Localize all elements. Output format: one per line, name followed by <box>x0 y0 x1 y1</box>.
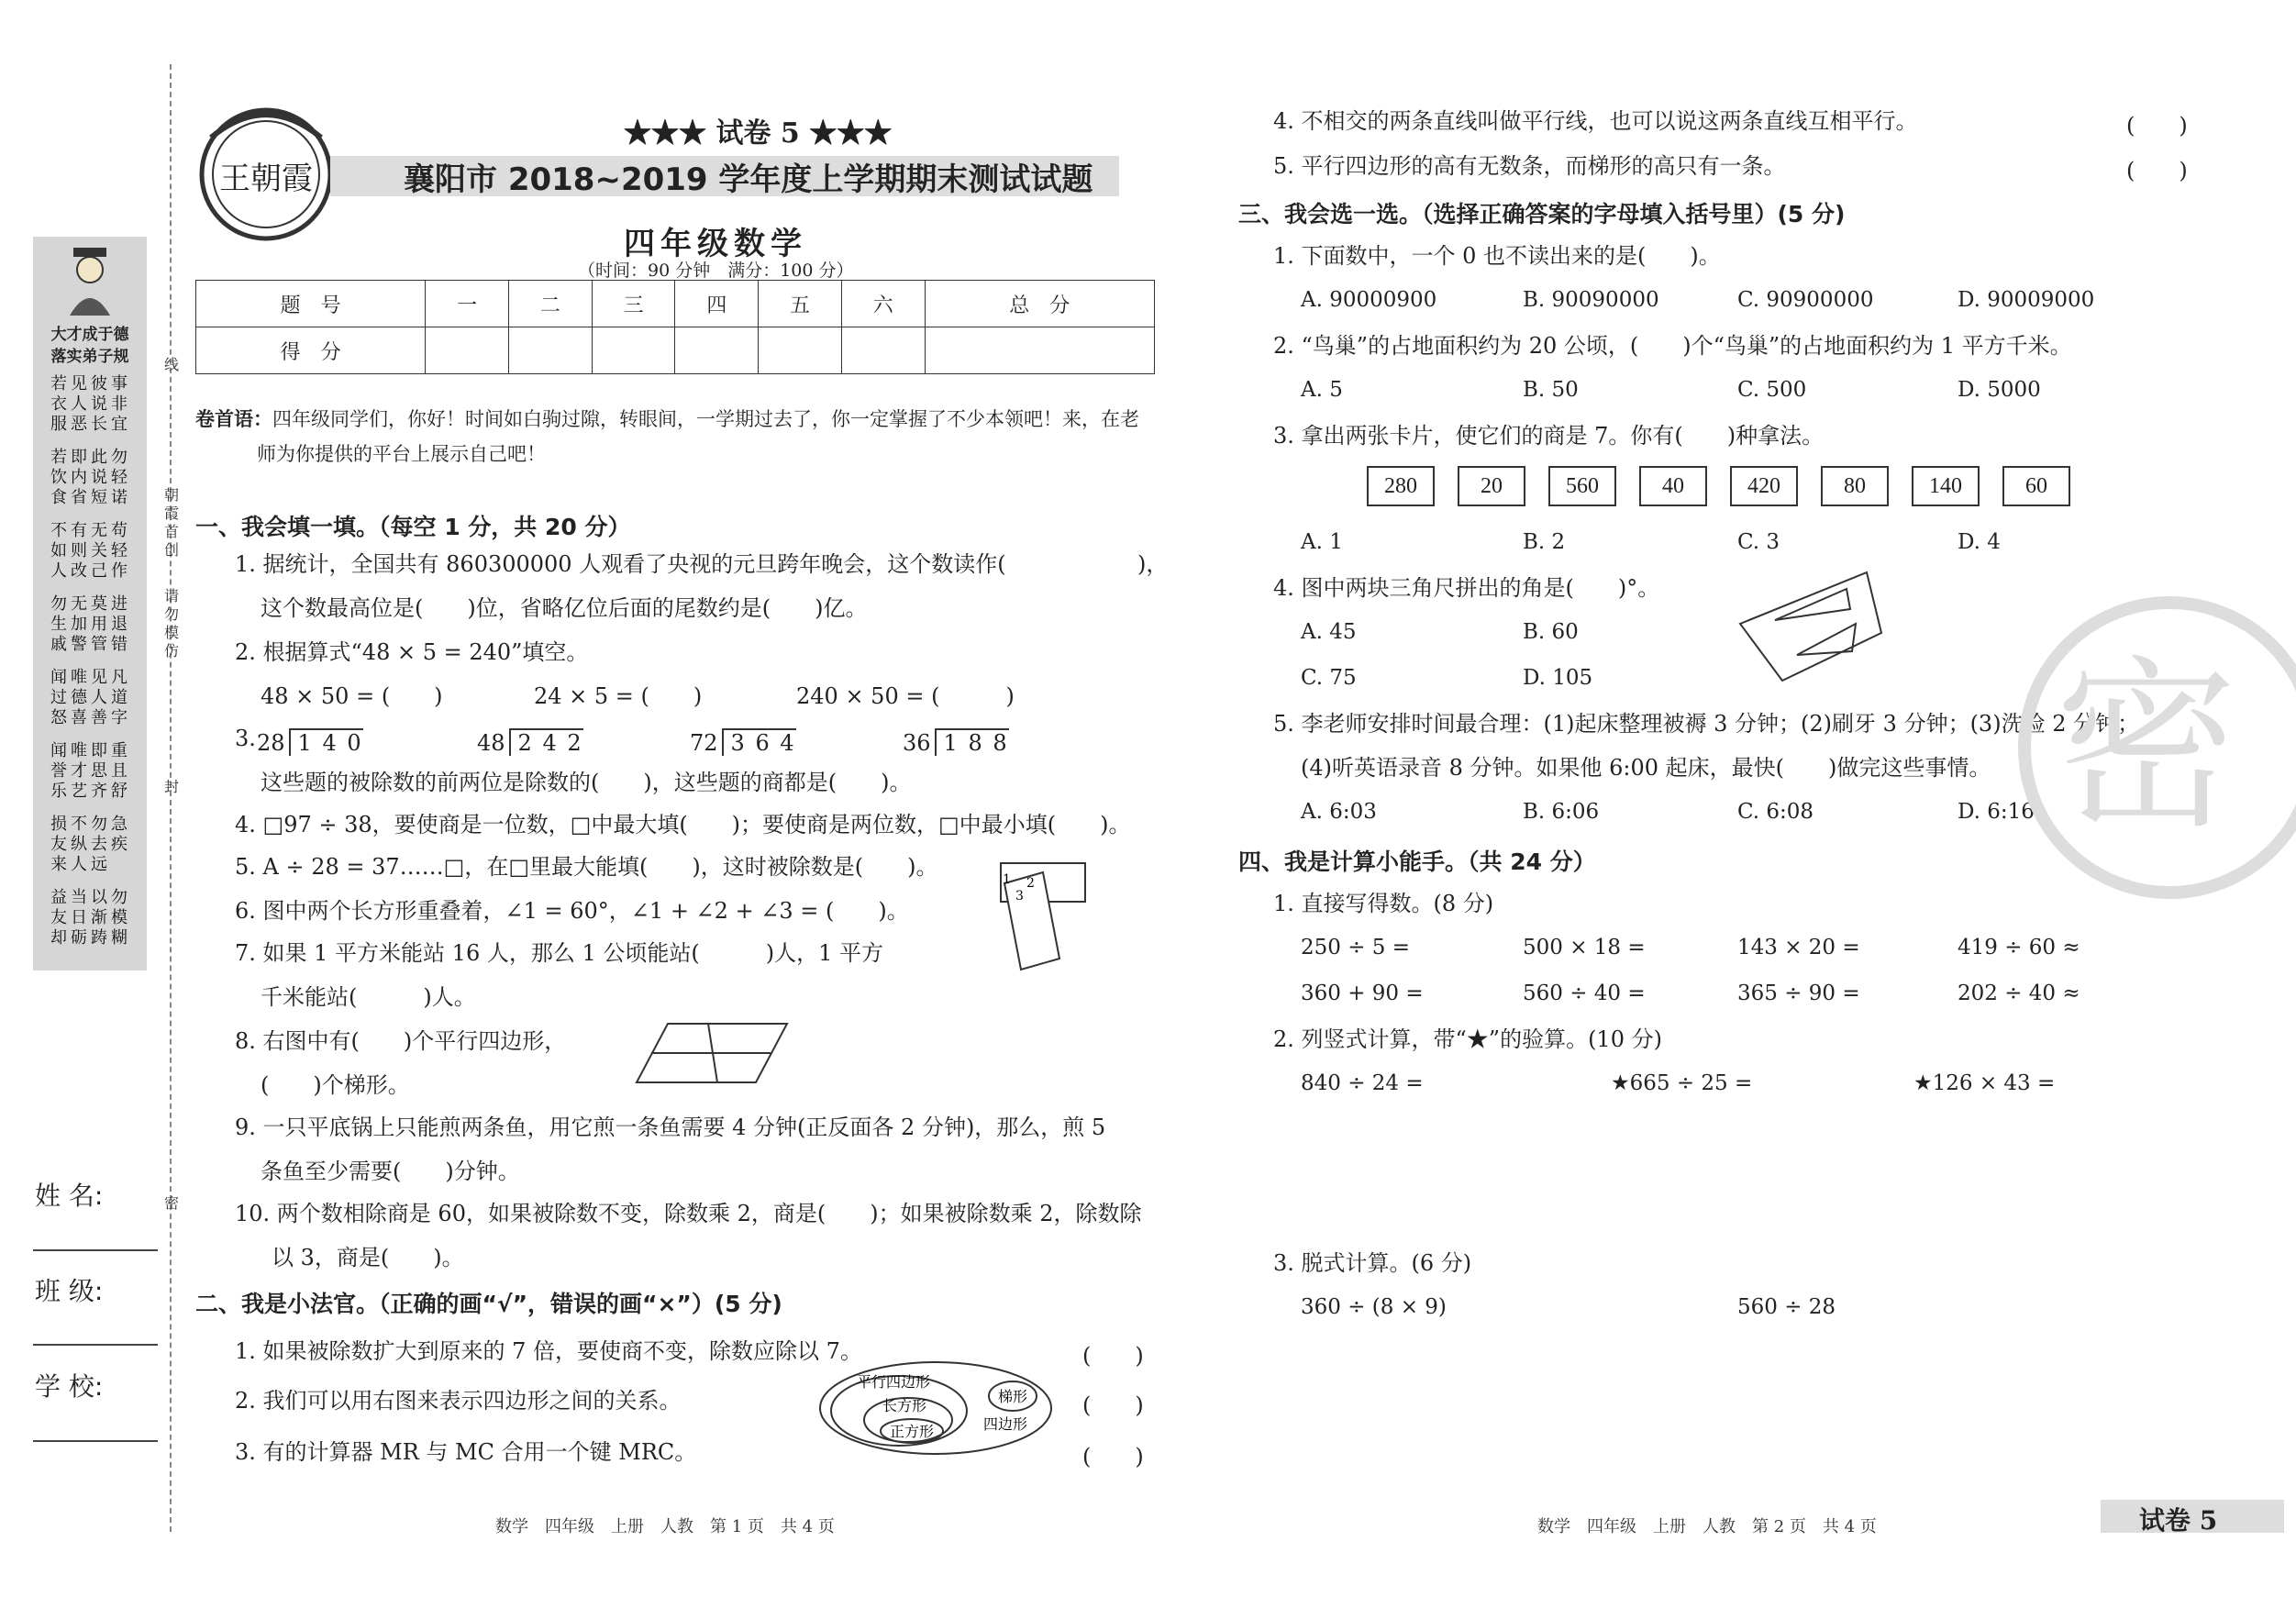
section-1-title: 一、我会填一填。（每空 1 分，共 20 分） <box>195 514 631 540</box>
binding-label-seal: 封 <box>163 778 179 795</box>
long-division-row <box>257 730 1082 767</box>
s2-q1-answer[interactable]: ( ) <box>1082 1343 1144 1369</box>
quadrilateral-venn-diagram <box>816 1359 1055 1457</box>
footer-right: 数学 四年级 上册 人教 第 2 页 共 4 页 <box>1537 1517 1877 1536</box>
score-row <box>196 327 1155 374</box>
s3-q5-opt-c[interactable]: C. 6:08 <box>1737 800 1814 824</box>
score-header-cell: 二 <box>509 281 593 327</box>
section-3-title: 三、我会选一选。（选择正确答案的字母填入括号里）(5 分) <box>1238 201 1846 227</box>
proverb-column: 若饮食 <box>50 448 67 507</box>
s2-q3-answer[interactable]: ( ) <box>1082 1444 1144 1469</box>
proverb-column: 勿模糊 <box>111 888 128 948</box>
s1-q1: 1. 据统计，全国共有 860300000 人观看了央视的元旦跨年晚会，这个数读作( <box>235 551 1006 577</box>
s2-q4: 4. 不相交的两条直线叫做平行线，也可以说这两条直线互相平行。 <box>1273 108 1918 134</box>
s3-q4: 4. 图中两块三角尺拼出的角是( )°。 <box>1273 575 1660 601</box>
s4-q1: 1. 直接写得数。(8 分) <box>1273 891 1494 916</box>
proverb-column: 急疾 <box>111 815 128 854</box>
motto-line-2: 落实弟子规 <box>50 348 129 366</box>
s1-q10-b: 以 3，商是( )。 <box>272 1245 464 1270</box>
proverb-column: 当日砺 <box>71 888 87 948</box>
divisor: 72 <box>690 730 718 756</box>
s3-q5: 5. 李老师安排时间最合理：(1)起床整理被褥 3 分钟；(2)刷牙 3 分钟；(3)洗脸 2 分钟； <box>1273 711 2140 737</box>
s1-q3-num: 3. <box>235 726 256 751</box>
s3-q2-opt-d[interactable]: D. 5000 <box>1958 378 2041 402</box>
vertical-note-2: 请勿模仿 <box>163 587 179 660</box>
proverb-column: 莫用管 <box>91 594 107 654</box>
calc-item: 360 + 90 = <box>1301 981 1424 1005</box>
name-label: 姓 名: <box>35 1181 104 1211</box>
score-cell[interactable] <box>759 327 842 374</box>
score-header-cell: 总 分 <box>925 281 1154 327</box>
s2-q2: 2. 我们可以用右图来表示四边形之间的关系。 <box>235 1388 682 1414</box>
binding-label-secret: 密 <box>163 1194 179 1212</box>
score-cell[interactable] <box>426 327 509 374</box>
set-squares-figure <box>1738 567 1885 686</box>
proverb-column: 唯德喜 <box>71 668 87 727</box>
angle-label: 3 <box>1015 889 1024 904</box>
exam-title: 襄阳市 2018~2019 学年度上学期期末测试试题 <box>404 161 1093 198</box>
score-cell[interactable] <box>675 327 759 374</box>
proverb-column: 见人善 <box>91 668 107 727</box>
s3-q4-opt-d[interactable]: D. 105 <box>1523 666 1593 690</box>
s3-q2-opt-a[interactable]: A. 5 <box>1301 378 1343 402</box>
s1-q6: 6. 图中两个长方形重叠着，∠1 = 60°，∠1 + ∠2 + ∠3 = ( )。 <box>235 898 909 924</box>
proverb-column: 闻誉乐 <box>50 741 67 801</box>
calc-item: 250 ÷ 5 = <box>1301 936 1411 959</box>
long-division-item <box>477 730 583 756</box>
venn-quadrilateral: 四边形 <box>983 1415 1028 1433</box>
subject-title: 四年级数学 <box>624 226 807 262</box>
venn-rectangle: 长方形 <box>882 1397 927 1414</box>
parallelogram-figure <box>635 1020 791 1086</box>
s4-q3: 3. 脱式计算。(6 分) <box>1273 1250 1472 1276</box>
score-cell[interactable] <box>841 327 925 374</box>
proverb-column: 唯才艺 <box>71 741 87 801</box>
s3-q5-opt-b[interactable]: B. 6:06 <box>1523 800 1600 824</box>
angle-label: 2 <box>1026 876 1035 891</box>
proverb-column: 损友来 <box>50 815 67 874</box>
scholar-figure-icon <box>61 244 119 317</box>
s1-q2-item-2: 24 × 5 = ( ) <box>534 683 703 709</box>
proverb-column: 有则改 <box>71 521 87 581</box>
s2-q5-answer[interactable]: ( ) <box>2126 158 2188 183</box>
name-line[interactable] <box>33 1249 158 1251</box>
s4-q2: 2. 列竖式计算，带“★”的验算。(10 分) <box>1273 1026 1662 1052</box>
proverb-column: 勿生戚 <box>50 594 67 654</box>
s1-q7: 7. 如果 1 平方米能站 16 人，那么 1 公顷能站( )人，1 平方 <box>235 940 884 966</box>
s3-q1: 1. 下面数中，一个 0 也不读出来的是( )。 <box>1273 243 1721 269</box>
venn-parallelogram: 平行四边形 <box>857 1373 931 1391</box>
s3-q4-opt-c[interactable]: C. 75 <box>1301 666 1357 690</box>
score-header-cell: 五 <box>759 281 842 327</box>
dividend: 1 8 8 <box>935 728 1009 756</box>
score-header-label: 题 号 <box>196 281 426 327</box>
proverb-column: 重且舒 <box>111 741 128 801</box>
vertical-calc-item: ★126 × 43 = <box>1913 1071 2056 1095</box>
number-card[interactable]: 280 <box>1367 466 1435 506</box>
s1-q10: 10. 两个数相除商是 60，如果被除数不变，除数乘 2，商是( )；如果被除数乘 2，除数除 <box>235 1201 1142 1226</box>
proverb-column: 若衣服 <box>50 374 67 434</box>
s3-q4-opt-a[interactable]: A. 45 <box>1301 620 1357 644</box>
proverb-column: 不如人 <box>50 521 67 581</box>
venn-square: 正方形 <box>890 1423 935 1440</box>
proverb-list <box>33 374 147 970</box>
motto-line-1: 大才成于德 <box>50 326 129 344</box>
score-table <box>195 280 1155 374</box>
dividend: 2 4 2 <box>509 728 583 756</box>
divisor: 36 <box>903 730 931 756</box>
stepwise-calc-item: 360 ÷ (8 × 9) <box>1301 1295 1447 1319</box>
binding-label-line: 线 <box>163 356 179 373</box>
proverb-column: 无加警 <box>71 594 87 654</box>
s3-q1-opt-a[interactable]: A. 90000900 <box>1301 288 1437 312</box>
score-cell[interactable] <box>925 327 1154 374</box>
school-line[interactable] <box>33 1440 158 1442</box>
score-header-cell: 一 <box>426 281 509 327</box>
s1-q9-b: 条鱼至少需要( )分钟。 <box>261 1159 520 1184</box>
s3-q5-opt-d[interactable]: D. 6:16 <box>1958 800 2035 824</box>
proverb-column: 苟轻作 <box>111 521 128 581</box>
score-header-cell: 六 <box>841 281 925 327</box>
s3-q3: 3. 拿出两张卡片，使它们的商是 7。你有( )种拿法。 <box>1273 423 1825 449</box>
s2-q3: 3. 有的计算器 MR 与 MC 合用一个键 MRC。 <box>235 1439 697 1465</box>
preface: 卷首语：四年级同学们，你好！时间如白驹过隙，转眼间，一学期过去了，你一定掌握了不少本领吧！来，在老 <box>195 407 1139 430</box>
calc-item: 560 ÷ 40 = <box>1523 981 1646 1005</box>
divisor: 28 <box>257 730 285 756</box>
score-cell[interactable] <box>592 327 675 374</box>
sidebar-motto-panel <box>33 237 147 970</box>
number-card[interactable]: 560 <box>1548 466 1616 506</box>
s1-q1-b: 这个数最高位是( )位，省略亿位后面的尾数约是( )亿。 <box>261 595 868 621</box>
s1-q1-paren: )， <box>1137 551 1169 577</box>
s3-q4-opt-b[interactable]: B. 60 <box>1523 620 1579 644</box>
s1-q2-item-1: 48 × 50 = ( ) <box>261 683 443 709</box>
time-info: （时间：90 分钟 满分：100 分） <box>578 261 854 281</box>
proverb-column: 勿去远 <box>91 815 107 874</box>
paper-series: ★★★ 试卷 5 ★★★ <box>624 117 893 150</box>
long-division-item <box>257 730 363 756</box>
proverb-column: 不纵人 <box>71 815 87 874</box>
vertical-calc-item: 840 ÷ 24 = <box>1301 1071 1424 1095</box>
s3-q3-opt-a[interactable]: A. 1 <box>1301 530 1343 554</box>
proverb-column: 无关己 <box>91 521 107 581</box>
s2-q4-answer[interactable]: ( ) <box>2126 113 2188 139</box>
proverb-column: 进退错 <box>111 594 128 654</box>
proverb-column: 闻过怒 <box>50 668 67 727</box>
dividend: 3 6 4 <box>722 728 796 756</box>
s1-q8: 8. 右图中有( )个平行四边形， <box>235 1028 567 1054</box>
score-header-cell: 四 <box>675 281 759 327</box>
long-division-item <box>903 730 1009 756</box>
stepwise-calc-item: 560 ÷ 28 <box>1737 1295 1836 1319</box>
calc-item: 202 ÷ 40 ≈ <box>1958 981 2080 1005</box>
s3-q1-opt-c[interactable]: C. 90900000 <box>1737 288 1874 312</box>
vertical-note-1: 朝霞首创 <box>163 486 179 559</box>
score-label: 得 分 <box>196 327 426 374</box>
long-division-item <box>690 730 796 756</box>
proverb-column: 事非宜 <box>111 374 128 434</box>
s3-q5-opt-a[interactable]: A. 6:03 <box>1301 800 1377 824</box>
vertical-calc-item: ★665 ÷ 25 = <box>1611 1071 1753 1095</box>
binding-dashed-line <box>170 64 172 1532</box>
class-line[interactable] <box>33 1344 158 1346</box>
section-2-title: 二、我是小法官。（正确的画“√”，错误的画“×”）(5 分) <box>195 1291 782 1317</box>
s2-q2-answer[interactable]: ( ) <box>1082 1392 1144 1418</box>
s3-q1-opt-d[interactable]: D. 90009000 <box>1958 288 2095 312</box>
proverb-column: 此说短 <box>91 448 107 507</box>
s3-q3-opt-c[interactable]: C. 3 <box>1737 530 1780 554</box>
proverb-column: 勿轻诺 <box>111 448 128 507</box>
s1-q8-b: ( )个梯形。 <box>261 1072 410 1098</box>
proverb-column: 益友却 <box>50 888 67 948</box>
number-card[interactable]: 40 <box>1639 466 1707 506</box>
proverb-column: 即内省 <box>71 448 87 507</box>
proverb-column: 即思齐 <box>91 741 107 801</box>
calc-item: 419 ÷ 60 ≈ <box>1958 936 2080 959</box>
score-header-row <box>196 281 1155 327</box>
class-label: 班 级: <box>35 1276 104 1306</box>
proverb-column: 以渐踌 <box>91 888 107 948</box>
publisher-logo <box>193 101 339 248</box>
s2-q1: 1. 如果被除数扩大到原来的 7 倍，要使商不变，除数应除以 7。 <box>235 1338 862 1364</box>
s3-q2-opt-b[interactable]: B. 50 <box>1523 378 1579 402</box>
s1-q2: 2. 根据算式“48 × 5 = 240”填空。 <box>235 639 589 665</box>
s1-q3-text: 这些题的被除数的前两位是除数的( )，这些题的商都是( )。 <box>261 770 912 795</box>
venn-trapezoid: 梯形 <box>998 1388 1028 1405</box>
s1-q2-item-3: 240 × 50 = ( ) <box>796 683 1015 709</box>
angle-label: 1 <box>1003 872 1011 887</box>
overlapping-rectangles-figure <box>995 858 1096 977</box>
number-card[interactable]: 140 <box>1912 466 1980 506</box>
school-label: 学 校: <box>35 1371 104 1402</box>
score-header-cell: 三 <box>592 281 675 327</box>
number-card[interactable]: 20 <box>1458 466 1525 506</box>
s1-q5: 5. A ÷ 28 = 37……□，在□里最大能填( )，这时被除数是( )。 <box>235 854 938 880</box>
s3-q2-opt-c[interactable]: C. 500 <box>1737 378 1807 402</box>
calc-item: 365 ÷ 90 = <box>1737 981 1860 1005</box>
secret-watermark: 密 <box>2055 640 2239 854</box>
proverb-column: 凡道字 <box>111 668 128 727</box>
number-card[interactable]: 80 <box>1821 466 1889 506</box>
footer-tag: 试卷 5 <box>2139 1505 2218 1536</box>
dividend: 1 4 0 <box>289 728 363 756</box>
s1-q9: 9. 一只平底锅上只能煎两条鱼，用它煎一条鱼需要 4 分钟(正反面各 2 分钟)，那么，煎 5 <box>235 1115 1106 1140</box>
calc-item: 500 × 18 = <box>1523 936 1646 959</box>
s3-q3-opt-b[interactable]: B. 2 <box>1523 530 1566 554</box>
svg-text:王朝霞: 王朝霞 <box>219 161 313 197</box>
calc-item: 143 × 20 = <box>1737 936 1860 959</box>
s3-q3-opt-d[interactable]: D. 4 <box>1958 530 2001 554</box>
preface-line-2: 师为你提供的平台上展示自己吧！ <box>257 443 546 465</box>
s3-q5-b: (4)听英语录音 8 分钟。如果他 6:00 起床，最快( )做完这些事情。 <box>1301 755 1991 781</box>
proverb-column: 见人恶 <box>71 374 87 434</box>
s1-q7-b: 千米能站( )人。 <box>261 984 476 1010</box>
section-4-title: 四、我是计算小能手。（共 24 分） <box>1238 848 1596 875</box>
s3-q1-opt-b[interactable]: B. 90090000 <box>1523 288 1659 312</box>
footer-left: 数学 四年级 上册 人教 第 1 页 共 4 页 <box>495 1517 835 1536</box>
score-cell[interactable] <box>509 327 593 374</box>
proverb-column: 彼说长 <box>91 374 107 434</box>
s2-q5: 5. 平行四边形的高有无数条，而梯形的高只有一条。 <box>1273 153 1786 179</box>
s3-q2: 2. “鸟巢”的占地面积约为 20 公顷，( )个“鸟巢”的占地面积约为 1 平方千米。 <box>1273 333 2072 359</box>
number-card[interactable]: 420 <box>1730 466 1798 506</box>
divisor: 48 <box>477 730 505 756</box>
s1-q4: 4. □97 ÷ 38，要使商是一位数，□中最大填( )；要使商是两位数，□中最小填( )。 <box>235 812 1131 837</box>
number-card[interactable]: 60 <box>2002 466 2070 506</box>
